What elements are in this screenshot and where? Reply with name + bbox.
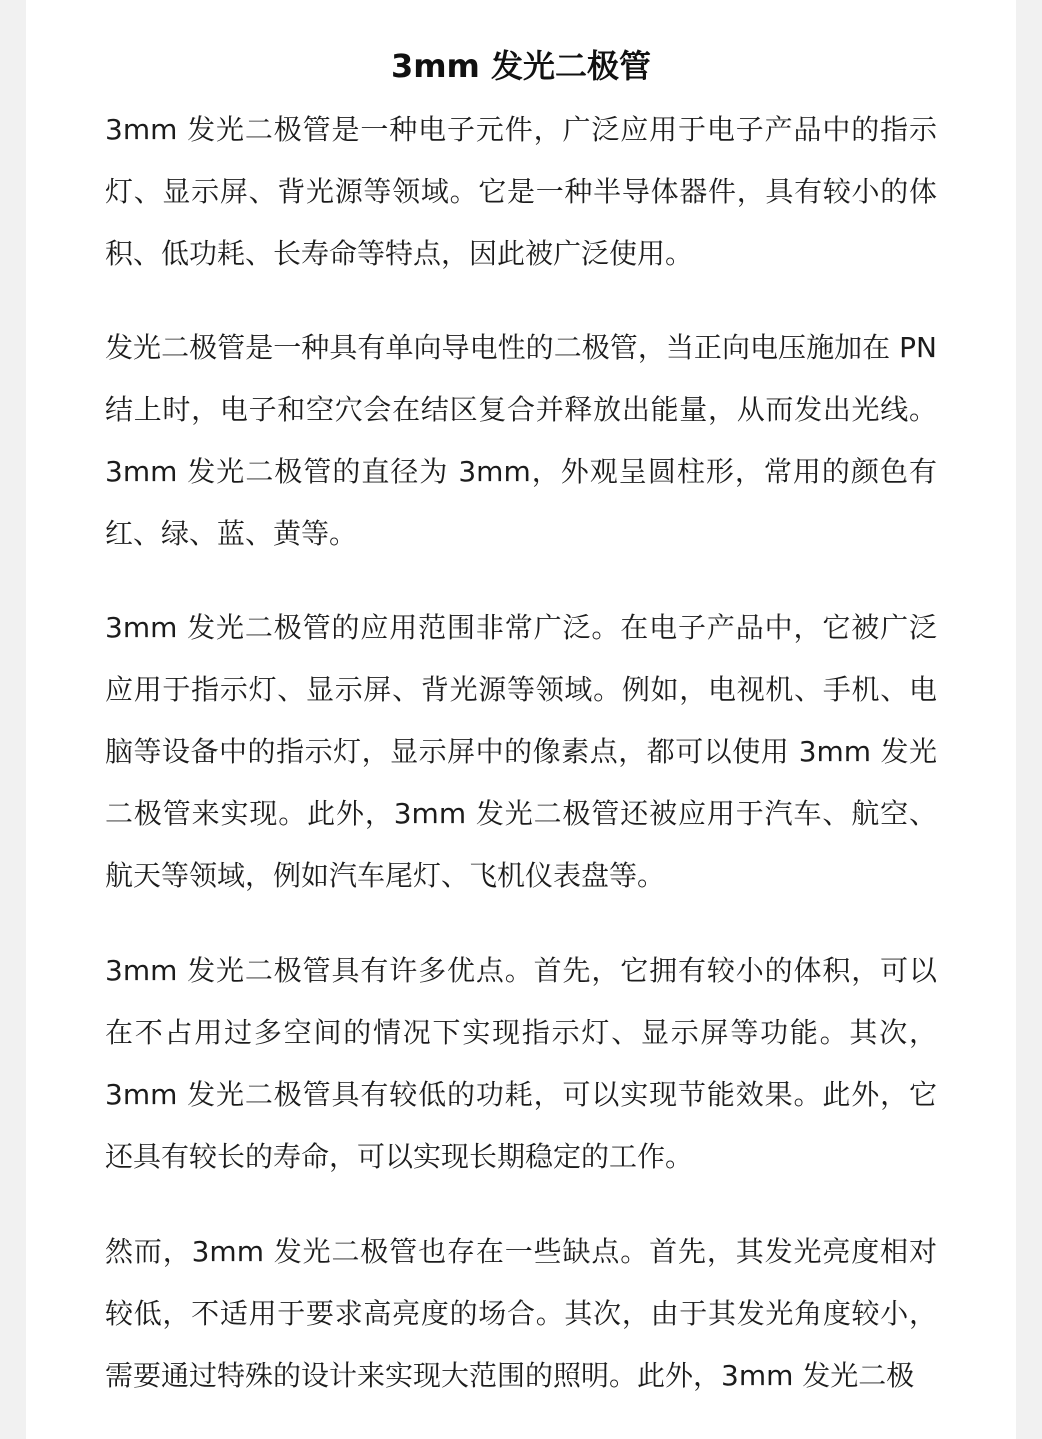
- paragraph-applications: 3mm 发光二极管的应用范围非常广泛。在电子产品中，它被广泛应用于指示灯、显示屏、背光源等领域。例如，电视机、手机、电脑等设备中的指示灯，显示屏中的像素点，都可以使用 3mm 发光二极管来实现。此外，3mm 发光二极管还被应用于汽车、航空、航天等领域，例如汽车尾灯、飞机仪表盘等。: [105, 611, 937, 892]
- paragraph-intro: 3mm 发光二极管是一种电子元件，广泛应用于电子产品中的指示灯、显示屏、背光源等领域。它是一种半导体器件，具有较小的体积、低功耗、长寿命等特点，因此被广泛使用。: [105, 113, 937, 270]
- paragraph-disadvantages: 然而，3mm 发光二极管也存在一些缺点。首先，其发光亮度相对较低，不适用于要求高亮度的场合。其次，由于其发光角度较小，需要通过特殊的设计来实现大范围的照明。此外，3mm 发光二极: [105, 1235, 937, 1392]
- paragraph-principle: 发光二极管是一种具有单向导电性的二极管，当正向电压施加在 PN 结上时，电子和空穴会在结区复合并释放出能量，从而发出光线。3mm 发光二极管的直径为 3mm，外观呈圆柱形，常用的颜色有红、绿、蓝、黄等。: [105, 331, 937, 550]
- paragraph-advantages: 3mm 发光二极管具有许多优点。首先，它拥有较小的体积，可以在不占用过多空间的情况下实现指示灯、显示屏等功能。其次，3mm 发光二极管具有较低的功耗，可以实现节能效果。此外，它还具有较长的寿命，可以实现长期稳定的工作。: [105, 954, 937, 1173]
- document-page: [26, 0, 1016, 1439]
- document-title: 3mm 发光二极管: [390, 47, 652, 85]
